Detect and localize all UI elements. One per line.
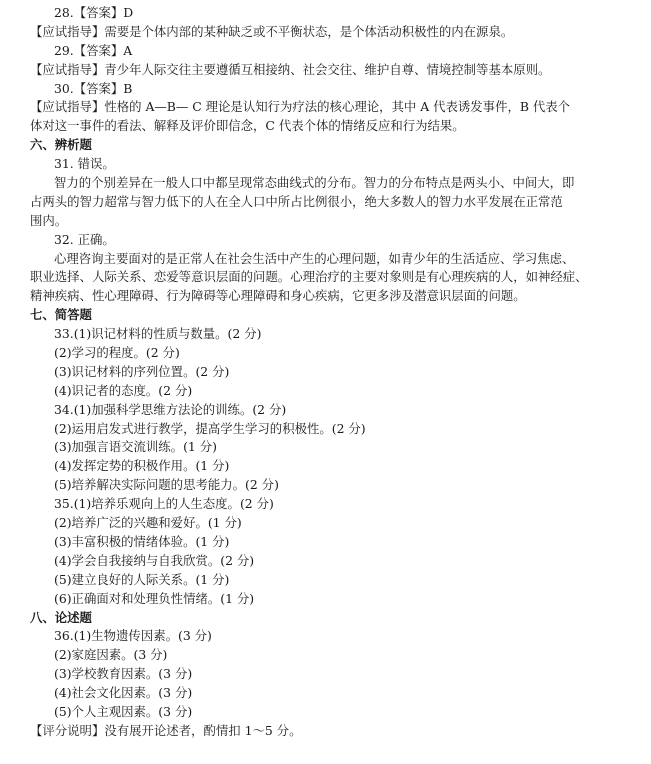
text-line: 29.【答案】A (54, 42, 133, 58)
text-line: (4)社会文化因素。(3 分) (54, 685, 193, 701)
text-line: (5)建立良好的人际关系。(1 分) (54, 571, 230, 587)
text-line: 35.(1)培养乐观向上的人生态度。(2 分) (54, 496, 274, 512)
text-line: (2)家庭因素。(3 分) (54, 647, 168, 663)
section-heading: 八、论述题 (30, 609, 92, 625)
text-line: (3)学校教育因素。(3 分) (54, 666, 193, 682)
text-line: 体对这一事件的看法、解释及评价即信念，C 代表个体的情绪反应和行为结果。 (30, 118, 465, 134)
text-line: 职业选择、人际关系、恋爱等意识层面的问题。心理治疗的主要对象则是有心理疾病的人，如神经症、 (30, 269, 588, 285)
text-line: 智力的个别差异在一般人口中都呈现常态曲线式的分布。智力的分布特点是两头小、中间大，即 (54, 175, 575, 191)
text-line: (4)识记者的态度。(2 分) (54, 382, 193, 398)
text-line: (2)学习的程度。(2 分) (54, 345, 180, 361)
text-line: (2)运用启发式进行教学，提高学生学习的积极性。(2 分) (54, 420, 366, 436)
text-line: (3)识记材料的序列位置。(2 分) (54, 363, 230, 379)
text-line: 30.【答案】B (54, 80, 133, 96)
text-line: 【评分说明】没有展开论述者，酌情扣 1～5 分。 (30, 722, 302, 738)
text-line: 34.(1)加强科学思维方法论的训练。(2 分) (54, 401, 287, 417)
answer-content (30, 4, 617, 741)
text-line: (6)正确面对和处理负性情绪。(1 分) (54, 590, 255, 606)
text-line: (3)加强言语交流训练。(1 分) (54, 439, 217, 455)
text-line: 36.(1)生物遗传因素。(3 分) (54, 628, 212, 644)
text-line: 【应试指导】青少年人际交往主要遵循互相接纳、社会交往、维护自尊、情境控制等基本原则。 (30, 61, 551, 77)
text-line: 占两头的智力超常与智力低下的人在全人口中所占比例很小，绝大多数人的智力水平发展在正常范 (30, 193, 563, 209)
text-line: (3)丰富积极的情绪体验。(1 分) (54, 533, 230, 549)
text-line: 31. 错误。 (54, 156, 115, 172)
text-line: 围内。 (30, 212, 68, 228)
text-line: 【应试指导】性格的 A—B— C 理论是认知行为疗法的核心理论，其中 A 代表诱发事件，B 代表个 (30, 99, 571, 115)
section-heading: 六、辨析题 (30, 137, 92, 153)
text-line: (4)学会自我接纳与自我欣赏。(2 分) (54, 552, 255, 568)
text-line: 28.【答案】D (54, 5, 134, 20)
text-line: 心理咨询主要面对的是正常人在社会生活中产生的心理问题，如青少年的生活适应、学习焦虑、 (54, 250, 575, 266)
text-line: 33.(1)识记材料的性质与数量。(2 分) (54, 326, 262, 342)
text-line: 精神疾病、性心理障碍、行为障碍等心理障碍和身心疾病，它更多涉及潜意识层面的问题。 (30, 288, 526, 304)
text-line: 【应试指导】需要是个体内部的某种缺乏或不平衡状态，是个体活动积极性的内在源泉。 (30, 23, 514, 39)
text-line: (5)个人主观因素。(3 分) (54, 703, 193, 719)
section-heading: 七、简答题 (30, 307, 92, 323)
text-line: (5)培养解决实际问题的思考能力。(2 分) (54, 477, 279, 493)
text-line: (4)发挥定势的积极作用。(1 分) (54, 458, 230, 474)
text-line: 32. 正确。 (54, 231, 115, 247)
text-line: (2)培养广泛的兴趣和爱好。(1 分) (54, 515, 242, 531)
